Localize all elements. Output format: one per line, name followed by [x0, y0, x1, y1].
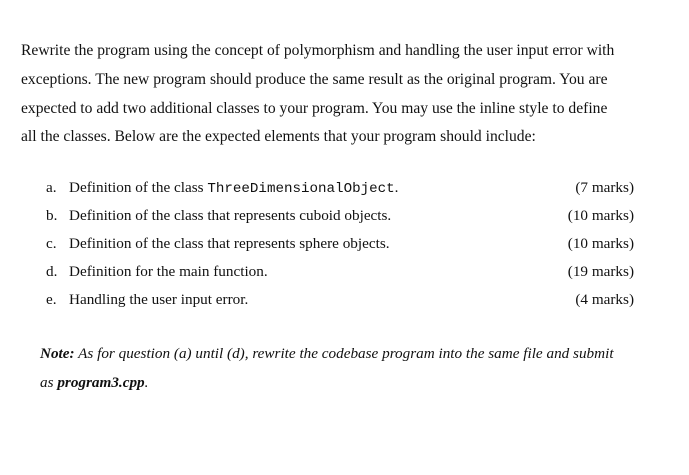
item-marks: (4 marks) — [575, 291, 634, 308]
requirement-item-c — [46, 230, 636, 258]
note-text: as — [40, 373, 58, 391]
requirement-item-a — [46, 174, 636, 202]
item-letter: c. — [46, 235, 57, 252]
submission-filename: program3.cpp — [57, 373, 145, 391]
item-letter: e. — [46, 291, 57, 308]
note-text: . — [144, 373, 149, 391]
note-text: As for question (a) until (d), rewrite the codebase program into the same file and submit — [74, 345, 614, 362]
class-name-code: ThreeDimensionalObject — [207, 181, 395, 197]
instructions-line: all the classes. Below are the expected elements that your program should include: — [21, 128, 536, 146]
requirement-item-b — [46, 202, 636, 230]
item-text-part: . — [394, 179, 399, 196]
item-letter: d. — [46, 263, 58, 280]
requirements-list — [46, 174, 636, 314]
item-marks: (10 marks) — [567, 235, 634, 252]
note-line — [40, 340, 650, 369]
note-label: Note: — [40, 345, 75, 362]
submission-note — [40, 340, 650, 397]
item-text: Definition of the class that represents cuboid objects. — [69, 207, 392, 224]
item-text-part: Definition of the class — [69, 179, 208, 196]
requirement-item-e — [46, 286, 636, 314]
item-letter: b. — [46, 207, 58, 224]
instructions-line: expected to add two additional classes to your program. You may use the inline style to define — [21, 99, 608, 117]
instructions-line: Rewrite the program using the concept of polymorphism and handling the user input error with — [21, 42, 615, 59]
item-text: Handling the user input error. — [69, 291, 249, 308]
item-letter: a. — [46, 179, 57, 196]
requirement-item-d — [46, 258, 636, 286]
item-text: Definition for the main function. — [69, 263, 268, 280]
item-marks: (10 marks) — [567, 207, 634, 224]
note-line — [40, 369, 650, 398]
item-text: Definition of the class that represents sphere objects. — [69, 235, 390, 252]
item-marks: (19 marks) — [567, 263, 634, 280]
instructions-paragraph — [21, 37, 661, 152]
item-text — [69, 174, 398, 203]
item-marks: (7 marks) — [575, 179, 634, 196]
instructions-line: exceptions. The new program should produce the same result as the original program. You are — [21, 70, 608, 88]
